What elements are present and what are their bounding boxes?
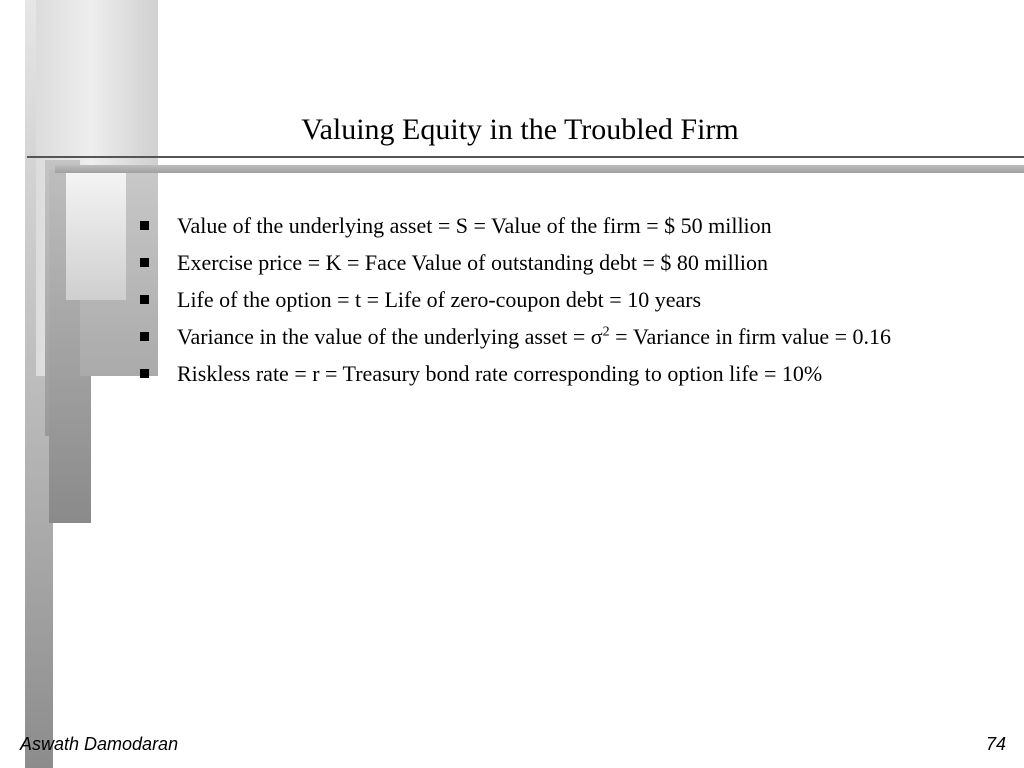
- square-bullet-icon: [140, 221, 149, 230]
- bullet-text: Riskless rate = r = Treasury bond rate corresponding to option life = 10%: [177, 361, 823, 386]
- bullet-text: Exercise price = K = Face Value of outstanding debt = $ 80 million: [177, 250, 768, 275]
- square-bullet-icon: [140, 332, 149, 341]
- footer-author: Aswath Damodaran: [20, 734, 179, 754]
- decorative-block: [66, 172, 126, 300]
- superscript-exponent: 2: [602, 324, 610, 340]
- bullet-text-suffix: = Variance in firm value = 0.16: [609, 324, 892, 349]
- list-item: [137, 322, 967, 352]
- bullet-list: [137, 211, 967, 396]
- page-number: 74: [985, 734, 1006, 754]
- square-bullet-icon: [140, 369, 149, 378]
- square-bullet-icon: [140, 258, 149, 267]
- slide-title: Valuing Equity in the Troubled Firm: [301, 113, 739, 146]
- bullet-text: Value of the underlying asset = S = Value of the firm = $ 50 million: [177, 213, 772, 238]
- list-item: [137, 211, 967, 241]
- square-bullet-icon: [140, 295, 149, 304]
- sigma-symbol: σ: [590, 324, 603, 349]
- list-item: [137, 248, 967, 278]
- title-divider-shadow: [55, 165, 1024, 173]
- list-item: [137, 285, 967, 315]
- bullet-text-prefix: Variance in the value of the underlying asset =: [177, 324, 591, 349]
- bullet-text: Life of the option = t = Life of zero-coupon debt = 10 years: [177, 287, 702, 312]
- list-item: [137, 359, 967, 389]
- title-divider-line: [27, 156, 1024, 158]
